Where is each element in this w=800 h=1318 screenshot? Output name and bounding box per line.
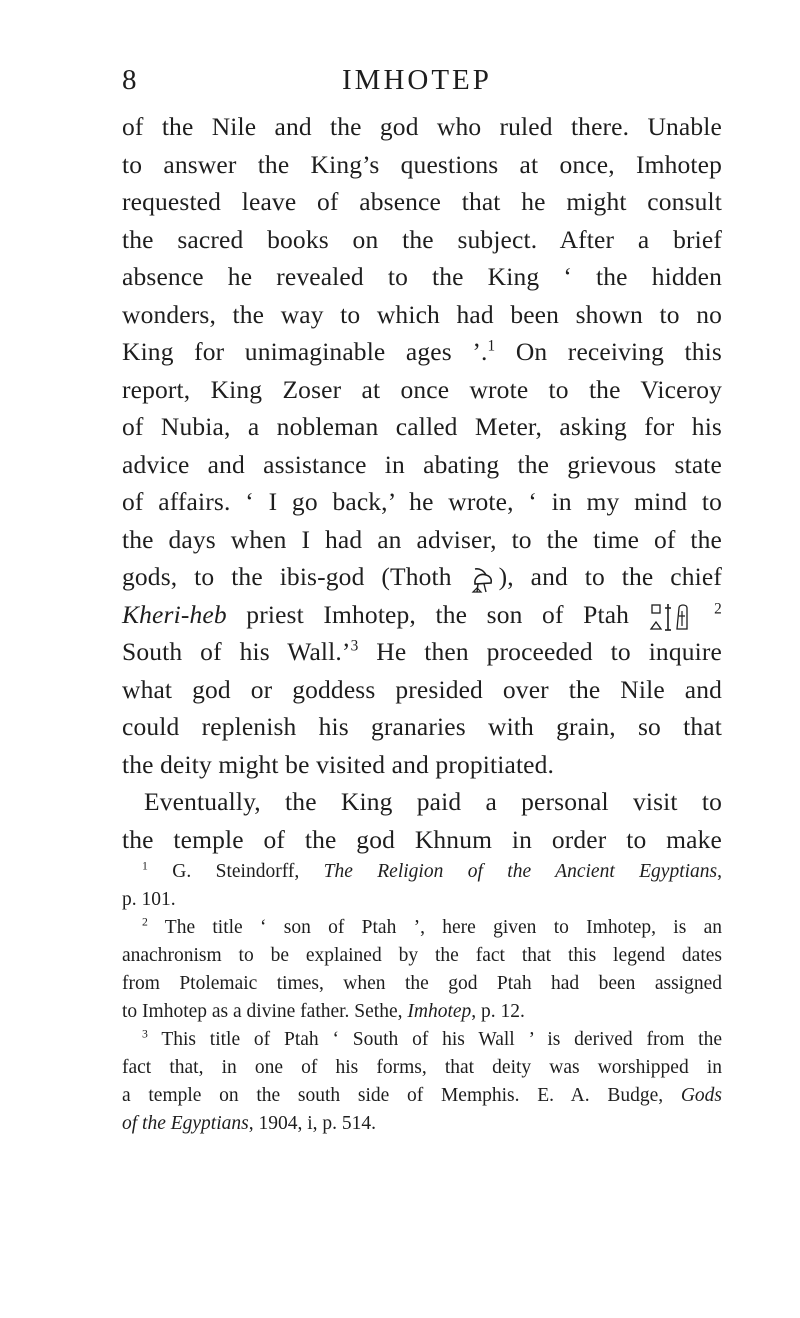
footnote-text: from Ptolemaic times, when the god Ptah had been assigned bbox=[122, 973, 722, 994]
footnote-title: Imhotep bbox=[407, 1001, 472, 1022]
text-line bbox=[122, 333, 722, 371]
text-segment: King for unimaginable ages ’. bbox=[122, 337, 488, 366]
text-line bbox=[122, 558, 722, 596]
text-line: of the Nile and the god who ruled there. Unable bbox=[122, 112, 722, 141]
text-line: the days when I had an adviser, to the time of the bbox=[122, 524, 722, 554]
text-line: the sacred books on the subject. After a brief bbox=[122, 224, 722, 254]
running-head bbox=[122, 60, 718, 100]
footnote-text: , p. 12. bbox=[471, 1001, 525, 1022]
text-line: advice and assistance in abating the grievous state bbox=[122, 449, 722, 479]
text-line: could replenish his granaries with grain, so that bbox=[122, 712, 722, 741]
text-segment: He then proceeded to inquire bbox=[358, 637, 722, 666]
body-text bbox=[122, 108, 722, 858]
footnote-ref: 3 bbox=[350, 637, 359, 655]
footnote-text bbox=[122, 1082, 722, 1110]
footnote-number: 2 bbox=[142, 915, 148, 929]
footnote-text: anachronism to be explained by the fact that this legend dates bbox=[122, 945, 722, 966]
footnote-text: This title of Ptah ‘ South of his Wall ’ is derived from the bbox=[161, 1029, 722, 1050]
page-number: 8 bbox=[122, 64, 137, 96]
footnote-text: to Imhotep as a divine father. Sethe, bbox=[122, 1001, 408, 1022]
footnote-text bbox=[122, 998, 722, 1026]
text-line: report, King Zoser at once wrote to the Viceroy bbox=[122, 374, 722, 404]
footnotes bbox=[122, 858, 722, 1138]
text-segment-italic: Kheri-heb bbox=[122, 599, 227, 629]
footnote-text: a temple on the south side of Memphis. E. A. Budge, bbox=[122, 1085, 681, 1106]
footnote-1 bbox=[122, 858, 722, 886]
footnote-number: 1 bbox=[142, 859, 148, 873]
text-segment: priest Imhotep, the son of Ptah bbox=[226, 599, 630, 629]
footnote-2 bbox=[122, 914, 722, 942]
footnote-ref: 1 bbox=[487, 337, 496, 355]
text-line: Eventually, the King paid a personal visit to bbox=[144, 787, 722, 816]
text-line: requested leave of absence that he might consult bbox=[122, 187, 722, 216]
text-line: absence he revealed to the King ‘ the hidden bbox=[122, 262, 722, 291]
text-line bbox=[122, 633, 722, 671]
text-segment: gods, to the ibis-god (Thoth bbox=[122, 562, 452, 591]
text-segment: South of his Wall.’ bbox=[122, 637, 351, 666]
footnote-text: G. Steindorff, bbox=[172, 861, 324, 882]
footnote-title: The Religion of the Ancient Egyptians bbox=[323, 861, 718, 882]
text-segment: ), and to the chief bbox=[498, 562, 722, 591]
footnote-text: fact that, in one of his forms, that deity was worshipped in bbox=[122, 1057, 722, 1078]
footnote-text: , bbox=[717, 861, 723, 882]
text-line: to answer the King’s questions at once, Imhotep bbox=[122, 149, 722, 179]
footnote-text: The title ‘ son of Ptah ’, here given to Imhotep, is an bbox=[164, 917, 722, 938]
ibis-hieroglyph-icon bbox=[469, 564, 499, 594]
footnote-ref: 2 bbox=[714, 600, 722, 617]
footnote-title: of the Egyptians bbox=[122, 1113, 249, 1134]
text-line: the deity might be visited and propitiated. bbox=[122, 749, 555, 779]
footnote-title: Gods bbox=[680, 1085, 722, 1106]
footnote-text bbox=[122, 1110, 722, 1138]
text-line: wonders, the way to which had been shown to no bbox=[122, 299, 722, 329]
text-line: of Nubia, a nobleman called Meter, asking for his bbox=[122, 412, 722, 441]
text-line: of affairs. ‘ I go back,’ he wrote, ‘ in my mind to bbox=[122, 487, 722, 516]
footnote-3 bbox=[122, 1026, 722, 1054]
footnote-text: , 1904, i, p. 514. bbox=[248, 1113, 377, 1134]
running-title: IMHOTEP bbox=[342, 64, 492, 96]
footnote-text: p. 101. bbox=[122, 889, 176, 910]
footnote-number: 3 bbox=[142, 1027, 148, 1041]
ptah-hieroglyph-icon bbox=[649, 602, 695, 632]
text-segment: On receiving this bbox=[515, 337, 722, 366]
text-line: what god or goddess presided over the Nile and bbox=[122, 674, 722, 704]
text-line: the temple of the god Khnum in order to make bbox=[122, 824, 722, 854]
text-line bbox=[122, 596, 722, 634]
